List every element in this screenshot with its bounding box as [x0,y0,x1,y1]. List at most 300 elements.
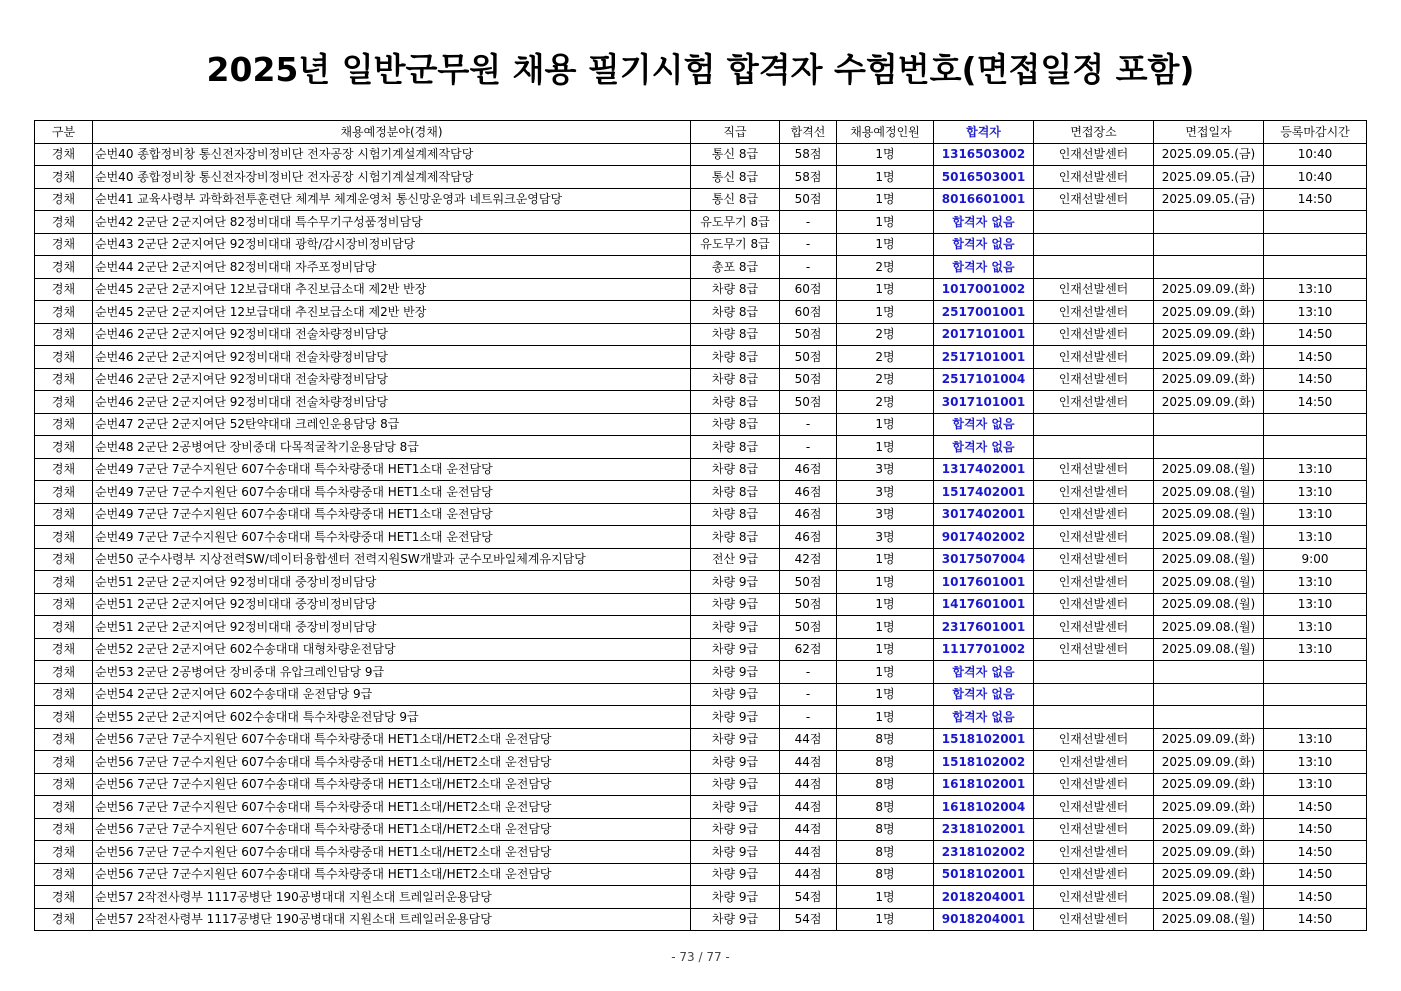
cell-openings: 1명 [837,661,934,684]
cell-field: 순번40 종합정비창 통신전자장비정비단 전자공장 시험기계설계제작담당 [93,166,691,189]
cell-openings: 3명 [837,503,934,526]
cell-interview-date: 2025.09.08.(월) [1154,886,1264,909]
cell-registration-deadline [1264,256,1367,279]
cell-interview-place: 인재선발센터 [1034,368,1154,391]
cell-openings: 1명 [837,278,934,301]
cell-cutoff: 46점 [780,481,837,504]
cell-registration-deadline: 13:10 [1264,526,1367,549]
cell-registration-deadline [1264,233,1367,256]
cell-interview-date [1154,436,1264,459]
cell-field: 순번57 2작전사령부 1117공병단 190공병대대 지원소대 트레일러운용담당 [93,886,691,909]
cell-cutoff: 58점 [780,143,837,166]
cell-passer: 1316503002 [934,143,1034,166]
cell-category: 경채 [35,166,93,189]
cell-passer: 2018204001 [934,886,1034,909]
cell-field: 순번49 7군단 7군수지원단 607수송대대 특수차량중대 HET1소대 운전담당 [93,503,691,526]
table-row [35,773,1367,796]
cell-field: 순번56 7군단 7군수지원단 607수송대대 특수차량중대 HET1소대/HET2소대 운전담당 [93,818,691,841]
cell-field: 순번41 교육사령부 과학화전투훈련단 체계부 체계운영처 통신망운영과 네트워크운영담당 [93,188,691,211]
cell-grade: 통신 8급 [691,143,780,166]
cell-cutoff: 44점 [780,818,837,841]
cell-registration-deadline: 9:00 [1264,548,1367,571]
cell-grade: 차량 9급 [691,661,780,684]
cell-category: 경채 [35,301,93,324]
cell-grade: 차량 9급 [691,593,780,616]
cell-category: 경채 [35,773,93,796]
cell-interview-date [1154,256,1264,279]
table-row [35,863,1367,886]
cell-category: 경채 [35,211,93,234]
cell-category: 경채 [35,391,93,414]
cell-interview-date: 2025.09.08.(월) [1154,503,1264,526]
cell-registration-deadline: 13:10 [1264,773,1367,796]
cell-category: 경채 [35,796,93,819]
cell-grade: 유도무기 8급 [691,233,780,256]
cell-interview-place: 인재선발센터 [1034,526,1154,549]
cell-grade: 차량 9급 [691,683,780,706]
cell-registration-deadline [1264,211,1367,234]
cell-category: 경채 [35,728,93,751]
cell-field: 순번49 7군단 7군수지원단 607수송대대 특수차량중대 HET1소대 운전담당 [93,458,691,481]
cell-grade: 차량 8급 [691,458,780,481]
cell-interview-place: 인재선발센터 [1034,481,1154,504]
cell-openings: 1명 [837,413,934,436]
cell-field: 순번56 7군단 7군수지원단 607수송대대 특수차량중대 HET1소대/HET2소대 운전담당 [93,728,691,751]
cell-interview-date: 2025.09.08.(월) [1154,638,1264,661]
table-row [35,571,1367,594]
cell-grade: 차량 8급 [691,278,780,301]
cell-cutoff: 50점 [780,616,837,639]
table-row [35,346,1367,369]
cell-registration-deadline: 13:10 [1264,751,1367,774]
cell-interview-date [1154,706,1264,729]
cell-category: 경채 [35,548,93,571]
cell-registration-deadline: 13:10 [1264,301,1367,324]
cell-grade: 차량 9급 [691,728,780,751]
cell-interview-date [1154,683,1264,706]
cell-category: 경채 [35,616,93,639]
cell-grade: 차량 9급 [691,751,780,774]
cell-registration-deadline [1264,683,1367,706]
cell-interview-place: 인재선발센터 [1034,278,1154,301]
cell-interview-place: 인재선발센터 [1034,796,1154,819]
cell-field: 순번52 2군단 2군지여단 602수송대대 대형차량운전담당 [93,638,691,661]
cell-registration-deadline: 13:10 [1264,278,1367,301]
cell-passer: 3017101001 [934,391,1034,414]
cell-cutoff: 42점 [780,548,837,571]
cell-registration-deadline: 10:40 [1264,166,1367,189]
table-row [35,278,1367,301]
cell-registration-deadline: 13:10 [1264,728,1367,751]
cell-interview-date: 2025.09.08.(월) [1154,548,1264,571]
cell-openings: 3명 [837,458,934,481]
cell-interview-place: 인재선발센터 [1034,391,1154,414]
cell-passer: 1618102001 [934,773,1034,796]
page-number: - 73 / 77 - [671,950,730,964]
cell-interview-date: 2025.09.09.(화) [1154,728,1264,751]
cell-grade: 차량 8급 [691,436,780,459]
cell-openings: 3명 [837,526,934,549]
cell-grade: 차량 9급 [691,616,780,639]
table-row [35,368,1367,391]
table-row [35,256,1367,279]
cell-category: 경채 [35,863,93,886]
cell-passer: 3017507004 [934,548,1034,571]
cell-cutoff: 46점 [780,503,837,526]
cell-registration-deadline [1264,706,1367,729]
cell-passer: 8016601001 [934,188,1034,211]
cell-interview-place: 인재선발센터 [1034,593,1154,616]
cell-grade: 차량 9급 [691,638,780,661]
cell-grade: 차량 9급 [691,571,780,594]
header-cutoff: 합격선 [780,121,837,144]
cell-interview-date: 2025.09.09.(화) [1154,796,1264,819]
table-row [35,301,1367,324]
cell-grade: 차량 8급 [691,391,780,414]
cell-grade: 차량 8급 [691,368,780,391]
cell-cutoff: - [780,211,837,234]
cell-field: 순번43 2군단 2군지여단 92정비대대 광학/감시장비정비담당 [93,233,691,256]
cell-interview-place [1034,413,1154,436]
cell-registration-deadline: 14:50 [1264,188,1367,211]
cell-registration-deadline: 13:10 [1264,616,1367,639]
cell-field: 순번51 2군단 2군지여단 92정비대대 중장비정비담당 [93,571,691,594]
cell-openings: 1명 [837,706,934,729]
cell-openings: 1명 [837,683,934,706]
header-interview-date: 면접일자 [1154,121,1264,144]
cell-grade: 총포 8급 [691,256,780,279]
cell-field: 순번48 2군단 2공병여단 장비중대 다목적굴착기운용담당 8급 [93,436,691,459]
cell-field: 순번44 2군단 2군지여단 82정비대대 자주포정비담당 [93,256,691,279]
cell-openings: 2명 [837,346,934,369]
table-row [35,481,1367,504]
cell-interview-date: 2025.09.08.(월) [1154,571,1264,594]
cell-interview-place [1034,256,1154,279]
table-row [35,818,1367,841]
cell-field: 순번56 7군단 7군수지원단 607수송대대 특수차량중대 HET1소대/HET2소대 운전담당 [93,773,691,796]
cell-field: 순번45 2군단 2군지여단 12보급대대 추진보급소대 제2반 반장 [93,301,691,324]
cell-field: 순번49 7군단 7군수지원단 607수송대대 특수차량중대 HET1소대 운전담당 [93,481,691,504]
cell-cutoff: 44점 [780,863,837,886]
cell-category: 경채 [35,683,93,706]
cell-category: 경채 [35,841,93,864]
cell-interview-place: 인재선발센터 [1034,773,1154,796]
cell-passer: 2318102002 [934,841,1034,864]
cell-openings: 1명 [837,886,934,909]
cell-interview-place: 인재선발센터 [1034,548,1154,571]
cell-cutoff: - [780,661,837,684]
cell-field: 순번56 7군단 7군수지원단 607수송대대 특수차량중대 HET1소대/HET2소대 운전담당 [93,751,691,774]
header-category: 구분 [35,121,93,144]
cell-cutoff: 46점 [780,458,837,481]
cell-registration-deadline: 14:50 [1264,391,1367,414]
cell-interview-date: 2025.09.08.(월) [1154,908,1264,931]
cell-category: 경채 [35,638,93,661]
cell-category: 경채 [35,143,93,166]
cell-interview-date: 2025.09.09.(화) [1154,751,1264,774]
cell-interview-date: 2025.09.09.(화) [1154,301,1264,324]
header-grade: 직급 [691,121,780,144]
cell-openings: 1명 [837,638,934,661]
cell-interview-date: 2025.09.08.(월) [1154,481,1264,504]
cell-grade: 차량 9급 [691,886,780,909]
cell-field: 순번40 종합정비창 통신전자장비정비단 전자공장 시험기계설계제작담당 [93,143,691,166]
cell-registration-deadline: 14:50 [1264,368,1367,391]
header-passer: 합격자 [934,121,1034,144]
cell-category: 경채 [35,278,93,301]
cell-cutoff: 46점 [780,526,837,549]
cell-cutoff: 58점 [780,166,837,189]
cell-interview-place: 인재선발센터 [1034,571,1154,594]
cell-cutoff: 50점 [780,188,837,211]
cell-registration-deadline: 14:50 [1264,908,1367,931]
cell-passer: 합격자 없음 [934,233,1034,256]
cell-grade: 차량 8급 [691,413,780,436]
cell-cutoff: 60점 [780,278,837,301]
cell-cutoff: 54점 [780,886,837,909]
cell-grade: 유도무기 8급 [691,211,780,234]
cell-passer: 합격자 없음 [934,683,1034,706]
table-row [35,683,1367,706]
cell-interview-place: 인재선발센터 [1034,188,1154,211]
cell-grade: 차량 8급 [691,301,780,324]
cell-field: 순번51 2군단 2군지여단 92정비대대 중장비정비담당 [93,616,691,639]
cell-interview-place: 인재선발센터 [1034,863,1154,886]
cell-passer: 합격자 없음 [934,661,1034,684]
table-header-row [35,121,1367,144]
cell-interview-place: 인재선발센터 [1034,638,1154,661]
cell-passer: 9017402002 [934,526,1034,549]
cell-interview-place [1034,233,1154,256]
cell-category: 경채 [35,481,93,504]
cell-registration-deadline: 13:10 [1264,481,1367,504]
cell-interview-date: 2025.09.05.(금) [1154,188,1264,211]
table-row [35,728,1367,751]
cell-category: 경채 [35,323,93,346]
cell-interview-date: 2025.09.09.(화) [1154,368,1264,391]
cell-category: 경채 [35,571,93,594]
cell-interview-place: 인재선발센터 [1034,751,1154,774]
cell-openings: 8명 [837,841,934,864]
cell-interview-date [1154,661,1264,684]
cell-openings: 1명 [837,571,934,594]
cell-field: 순번56 7군단 7군수지원단 607수송대대 특수차량중대 HET1소대/HET2소대 운전담당 [93,841,691,864]
header-interview-place: 면접장소 [1034,121,1154,144]
cell-interview-place: 인재선발센터 [1034,616,1154,639]
cell-cutoff: 50점 [780,323,837,346]
cell-grade: 차량 9급 [691,818,780,841]
cell-passer: 1417601001 [934,593,1034,616]
cell-interview-place: 인재선발센터 [1034,841,1154,864]
cell-interview-date: 2025.09.09.(화) [1154,346,1264,369]
cell-passer: 5018102001 [934,863,1034,886]
table-row [35,526,1367,549]
cell-registration-deadline [1264,661,1367,684]
table-row [35,886,1367,909]
cell-field: 순번50 군수사령부 지상전력SW/데이터융합센터 전력지원SW개발과 군수모바일체계유지담당 [93,548,691,571]
cell-passer: 3017402001 [934,503,1034,526]
cell-cutoff: 44점 [780,751,837,774]
cell-interview-date: 2025.09.09.(화) [1154,323,1264,346]
cell-cutoff: 50점 [780,346,837,369]
cell-interview-place [1034,661,1154,684]
cell-cutoff: - [780,413,837,436]
cell-cutoff: 60점 [780,301,837,324]
cell-interview-date: 2025.09.08.(월) [1154,526,1264,549]
cell-category: 경채 [35,818,93,841]
cell-cutoff: - [780,233,837,256]
cell-interview-date: 2025.09.09.(화) [1154,278,1264,301]
cell-field: 순번49 7군단 7군수지원단 607수송대대 특수차량중대 HET1소대 운전담당 [93,526,691,549]
cell-cutoff: 50점 [780,593,837,616]
cell-cutoff: 44점 [780,841,837,864]
cell-interview-date: 2025.09.08.(월) [1154,593,1264,616]
cell-interview-place: 인재선발센터 [1034,166,1154,189]
table-row [35,661,1367,684]
cell-openings: 1명 [837,908,934,931]
cell-interview-place: 인재선발센터 [1034,301,1154,324]
cell-grade: 통신 8급 [691,188,780,211]
cell-passer: 2517101001 [934,346,1034,369]
cell-category: 경채 [35,526,93,549]
cell-interview-place [1034,436,1154,459]
table-row [35,436,1367,459]
cell-openings: 8명 [837,863,934,886]
cell-cutoff: 50점 [780,571,837,594]
cell-cutoff: 50점 [780,368,837,391]
cell-registration-deadline: 14:50 [1264,323,1367,346]
cell-category: 경채 [35,886,93,909]
cell-cutoff: 44점 [780,728,837,751]
table-row [35,593,1367,616]
cell-passer: 1518102002 [934,751,1034,774]
table-row [35,211,1367,234]
cell-field: 순번46 2군단 2군지여단 92정비대대 전술차량정비담당 [93,368,691,391]
cell-category: 경채 [35,256,93,279]
cell-registration-deadline: 14:50 [1264,818,1367,841]
cell-interview-place: 인재선발센터 [1034,886,1154,909]
cell-category: 경채 [35,593,93,616]
cell-passer: 1017001002 [934,278,1034,301]
cell-interview-place: 인재선발센터 [1034,503,1154,526]
cell-field: 순번47 2군단 2군지여단 52탄약대대 크레인운용담당 8급 [93,413,691,436]
cell-field: 순번46 2군단 2군지여단 92정비대대 전술차량정비담당 [93,391,691,414]
cell-interview-date: 2025.09.09.(화) [1154,818,1264,841]
cell-cutoff: - [780,683,837,706]
cell-grade: 차량 9급 [691,706,780,729]
cell-registration-deadline: 13:10 [1264,503,1367,526]
cell-grade: 차량 9급 [691,908,780,931]
cell-openings: 3명 [837,481,934,504]
cell-registration-deadline: 14:50 [1264,346,1367,369]
cell-registration-deadline: 10:40 [1264,143,1367,166]
cell-cutoff: 50점 [780,391,837,414]
cell-passer: 합격자 없음 [934,211,1034,234]
cell-category: 경채 [35,751,93,774]
cell-openings: 2명 [837,323,934,346]
table-row [35,548,1367,571]
cell-openings: 2명 [837,368,934,391]
cell-interview-place: 인재선발센터 [1034,323,1154,346]
cell-passer: 2517001001 [934,301,1034,324]
table-row [35,796,1367,819]
cell-interview-date: 2025.09.05.(금) [1154,166,1264,189]
cell-grade: 통신 8급 [691,166,780,189]
table-row [35,188,1367,211]
cell-openings: 2명 [837,391,934,414]
cell-passer: 2517101004 [934,368,1034,391]
table-row [35,616,1367,639]
cell-field: 순번42 2군단 2군지여단 82정비대대 특수무기구성품정비담당 [93,211,691,234]
cell-cutoff: 44점 [780,773,837,796]
cell-openings: 1명 [837,548,934,571]
cell-grade: 차량 9급 [691,863,780,886]
cell-registration-deadline: 14:50 [1264,886,1367,909]
header-field: 채용예정분야(경채) [93,121,691,144]
cell-interview-place [1034,683,1154,706]
cell-field: 순번46 2군단 2군지여단 92정비대대 전술차량정비담당 [93,323,691,346]
cell-interview-place [1034,211,1154,234]
cell-field: 순번55 2군단 2군지여단 602수송대대 특수차량운전담당 9급 [93,706,691,729]
cell-field: 순번46 2군단 2군지여단 92정비대대 전술차량정비담당 [93,346,691,369]
cell-category: 경채 [35,346,93,369]
cell-field: 순번56 7군단 7군수지원단 607수송대대 특수차량중대 HET1소대/HET2소대 운전담당 [93,796,691,819]
cell-registration-deadline [1264,436,1367,459]
cell-passer: 합격자 없음 [934,413,1034,436]
table-row [35,503,1367,526]
cell-openings: 8명 [837,796,934,819]
cell-grade: 차량 8급 [691,323,780,346]
table-row [35,908,1367,931]
cell-interview-date: 2025.09.09.(화) [1154,863,1264,886]
cell-registration-deadline: 13:10 [1264,593,1367,616]
cell-category: 경채 [35,436,93,459]
cell-interview-place [1034,706,1154,729]
cell-openings: 1명 [837,188,934,211]
results-table [34,120,1367,931]
cell-category: 경채 [35,458,93,481]
cell-interview-date: 2025.09.08.(월) [1154,616,1264,639]
cell-category: 경채 [35,233,93,256]
cell-passer: 2317601001 [934,616,1034,639]
cell-category: 경채 [35,368,93,391]
cell-passer: 1618102004 [934,796,1034,819]
cell-category: 경채 [35,661,93,684]
cell-field: 순번56 7군단 7군수지원단 607수송대대 특수차량중대 HET1소대/HET2소대 운전담당 [93,863,691,886]
cell-cutoff: 54점 [780,908,837,931]
cell-interview-date: 2025.09.08.(월) [1154,458,1264,481]
cell-interview-place: 인재선발센터 [1034,346,1154,369]
cell-registration-deadline: 14:50 [1264,796,1367,819]
cell-interview-place: 인재선발센터 [1034,458,1154,481]
header-openings: 채용예정인원 [837,121,934,144]
cell-passer: 1517402001 [934,481,1034,504]
cell-registration-deadline: 14:50 [1264,863,1367,886]
cell-registration-deadline: 14:50 [1264,841,1367,864]
cell-interview-place: 인재선발센터 [1034,728,1154,751]
cell-category: 경채 [35,706,93,729]
cell-passer: 1017601001 [934,571,1034,594]
cell-grade: 차량 8급 [691,526,780,549]
cell-openings: 1명 [837,211,934,234]
cell-interview-place: 인재선발센터 [1034,908,1154,931]
cell-grade: 차량 8급 [691,346,780,369]
cell-passer: 9018204001 [934,908,1034,931]
cell-openings: 1명 [837,233,934,256]
cell-interview-place: 인재선발센터 [1034,143,1154,166]
cell-grade: 차량 8급 [691,503,780,526]
cell-openings: 1명 [837,436,934,459]
